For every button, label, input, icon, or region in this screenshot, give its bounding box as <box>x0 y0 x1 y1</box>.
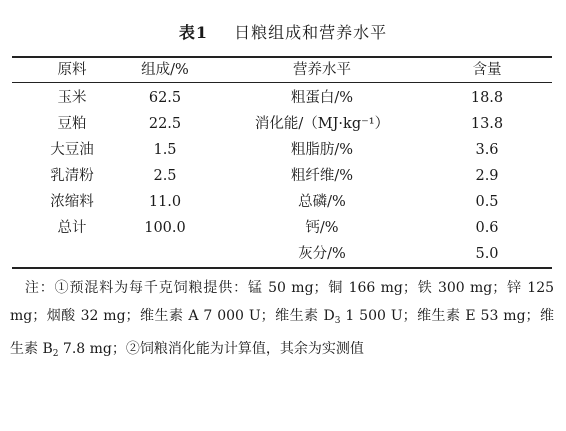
cell-composition: 100.0 <box>144 220 186 236</box>
footnote-part-1: ①预混料为每千克饲粮提供：锰 50 mg；铜 166 mg；铁 300 mg；锌 125 mg；烟酸 32 mg；维生素 A 7 000 U；维生素 D <box>10 280 555 324</box>
header-composition: 组成/% <box>141 62 189 78</box>
table-title <box>0 20 566 43</box>
cell-composition: 22.5 <box>148 116 182 132</box>
table-number: 表1 <box>178 23 209 42</box>
cell-nutrient: 总磷/% <box>298 194 346 210</box>
cell-ingredient: 玉米 <box>57 90 87 106</box>
cell-nutrient: 粗脂肪/% <box>290 142 354 158</box>
bottom-rule <box>12 267 552 269</box>
top-rule <box>12 56 552 58</box>
cell-content: 2.9 <box>475 168 499 184</box>
cell-ingredient: 浓缩料 <box>50 194 94 210</box>
cell-composition: 62.5 <box>148 90 182 106</box>
cell-nutrient: 粗纤维/% <box>290 168 354 184</box>
cell-nutrient: 灰分/% <box>298 246 346 262</box>
cell-ingredient: 总计 <box>57 220 87 236</box>
cell-ingredient: 乳清粉 <box>50 168 94 184</box>
cell-ingredient: 大豆油 <box>50 142 94 158</box>
cell-content: 0.6 <box>475 220 499 236</box>
cell-nutrient: 消化能/（MJ·kg⁻¹） <box>254 116 390 132</box>
footnote-part-2: 1 500 U；维生素 E 53 mg；维生素 B <box>10 308 555 357</box>
cell-content: 0.5 <box>475 194 499 210</box>
cell-composition: 11.0 <box>148 194 182 210</box>
cell-composition: 2.5 <box>153 168 177 184</box>
header-ingredient: 原料 <box>57 62 87 78</box>
cell-content: 3.6 <box>475 142 499 158</box>
footnote-prefix: 注： <box>24 280 55 296</box>
table-footnote <box>10 274 554 368</box>
footnote-subscript-d: 3 <box>334 316 341 326</box>
header-content: 含量 <box>472 62 502 78</box>
header-nutrient: 营养水平 <box>293 62 351 78</box>
cell-content: 13.8 <box>470 116 504 132</box>
cell-ingredient: 豆粕 <box>57 116 87 132</box>
footnote-subscript-b: 2 <box>52 349 59 359</box>
footnote-part-3: 7.8 mg；②饲粮消化能为计算值，其余为实测值 <box>58 341 364 357</box>
cell-nutrient: 粗蛋白/% <box>290 90 354 106</box>
table-title-text: 日粮组成和营养水平 <box>234 23 388 42</box>
header-rule <box>12 82 552 83</box>
cell-nutrient: 钙/% <box>305 220 339 236</box>
cell-content: 18.8 <box>470 90 504 106</box>
cell-composition: 1.5 <box>153 142 177 158</box>
cell-content: 5.0 <box>475 246 499 262</box>
